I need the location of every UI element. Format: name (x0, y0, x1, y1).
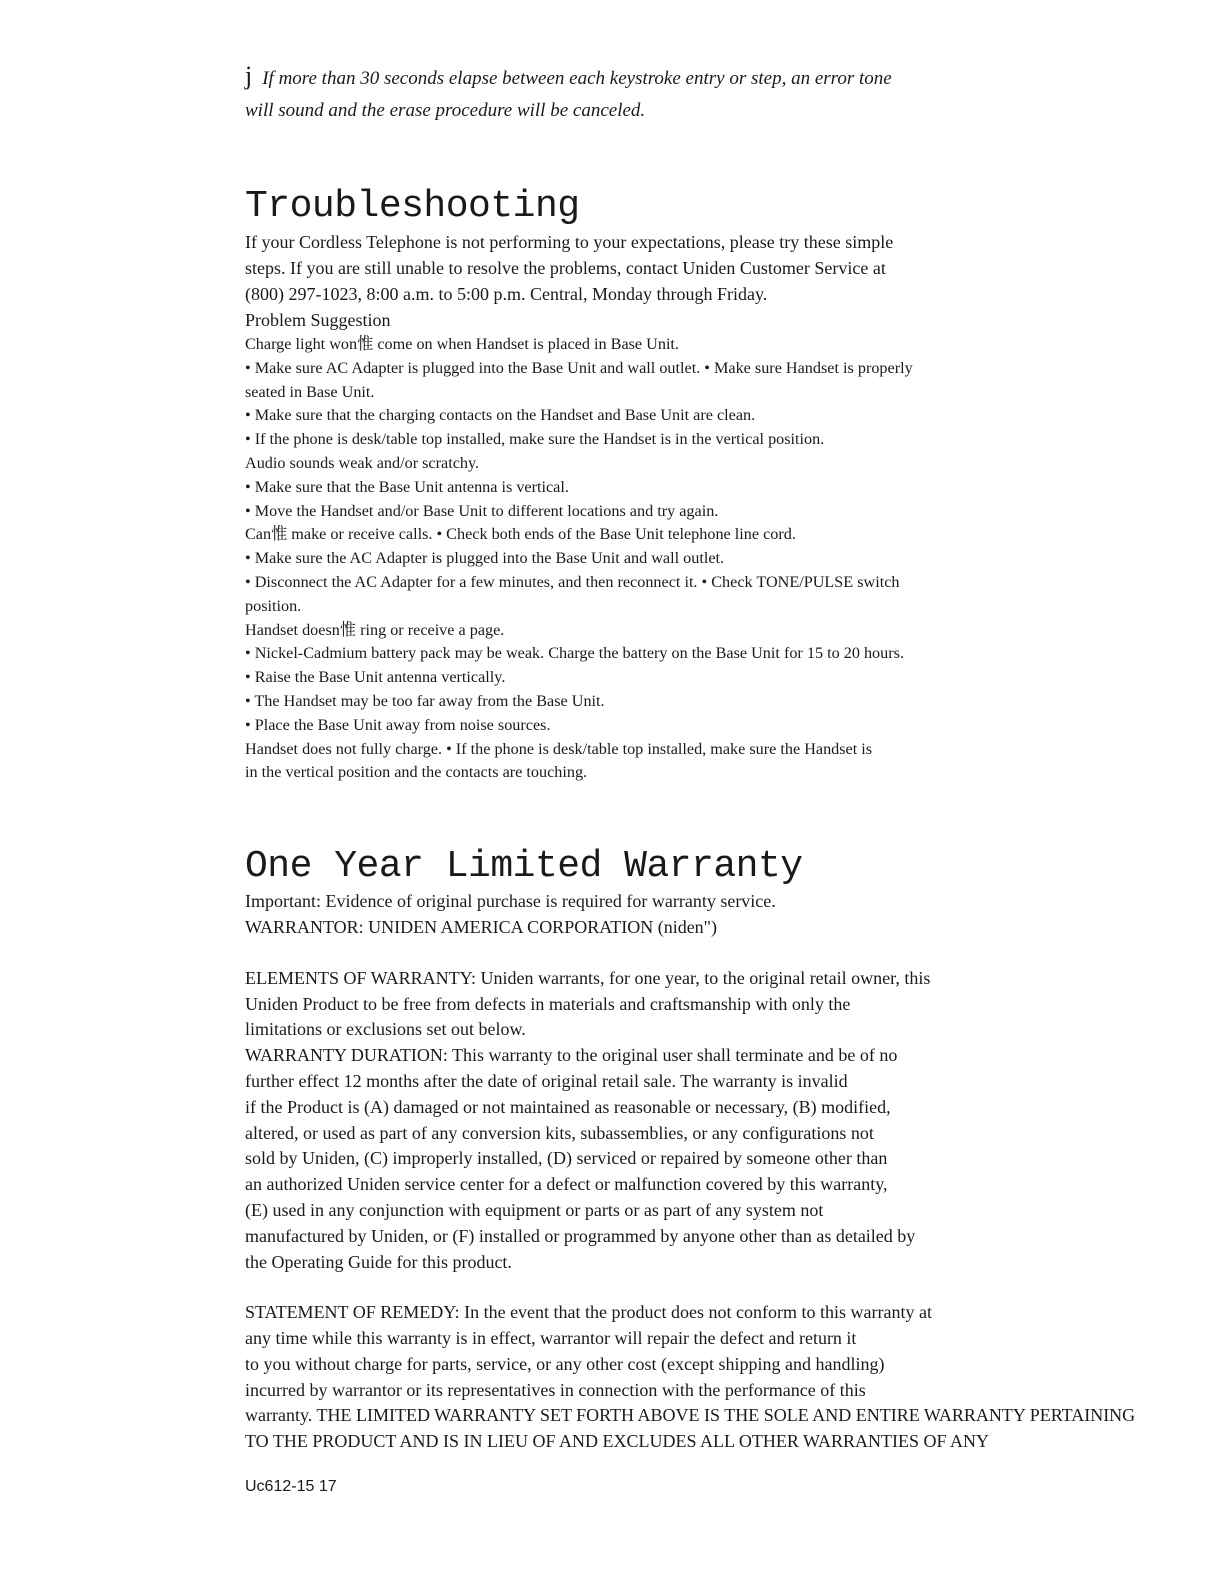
troubleshooting-line: seated in Base Unit. (245, 382, 375, 401)
troubleshooting-line: • Disconnect the AC Adapter for a few minutes, and then reconnect it. • Check TONE/PULSE switch (245, 572, 900, 591)
troubleshooting-line: in the vertical position and the contacts are touching. (245, 763, 588, 782)
remedy-line: any time while this warranty is in effect, warrantor will repair the defect and return it (245, 1328, 857, 1349)
note-line-2: will sound and the erase procedure will be canceled. (245, 100, 646, 121)
troubleshooting-line: • Make sure AC Adapter is plugged into the Base Unit and wall outlet. • Make sure Handset is properly (245, 358, 913, 377)
troubleshooting-line: Handset does not fully charge. • If the phone is desk/table top installed, make sure the Handset is (245, 739, 873, 758)
troubleshooting-line: • Make sure that the Base Unit antenna is vertical. (245, 477, 569, 496)
troubleshooting-list (245, 333, 1145, 785)
erase-timeout-note (245, 60, 1145, 127)
troubleshooting-line: • Nickel-Cadmium battery pack may be weak. Charge the battery on the Base Unit for 15 to 20 hours. (245, 644, 904, 663)
problem-suggestion-header: Problem Suggestion (245, 310, 391, 330)
troubleshooting-line: • Place the Base Unit away from noise sources. (245, 715, 551, 734)
remedy-line: TO THE PRODUCT AND IS IN LIEU OF AND EXCLUDES ALL OTHER WARRANTIES OF ANY (245, 1431, 990, 1452)
warranty-heading: One Year Limited Warranty (245, 845, 803, 889)
warranty-line: sold by Uniden, (C) improperly installed, (D) serviced or repaired by someone other than (245, 1148, 888, 1169)
paragraph-gap (245, 1275, 1145, 1300)
warranty-line: an authorized Uniden service center for a defect or malfunction covered by this warranty, (245, 1174, 888, 1195)
troubleshooting-line: Audio sounds weak and/or scratchy. (245, 453, 480, 472)
troubleshooting-line: • If the phone is desk/table top installed, make sure the Handset is in the vertical position. (245, 430, 825, 449)
page-footer: Uc612-15 17 (245, 1478, 337, 1495)
troubleshooting-line: • The Handset may be too far away from the Base Unit. (245, 691, 605, 710)
warranty-remedy (245, 1300, 1145, 1455)
warranty-line: manufactured by Uniden, or (F) installed or programmed by anyone other than as detailed by (245, 1225, 916, 1246)
warranty-intro-line: Important: Evidence of original purchase is required for warranty service. (245, 891, 776, 912)
warranty-line: the Operating Guide for this product. (245, 1251, 512, 1272)
warranty-line: altered, or used as part of any conversion kits, subassemblies, or any configurations not (245, 1122, 874, 1143)
troubleshooting-line: • Make sure that the charging contacts on the Handset and Base Unit are clean. (245, 406, 756, 425)
troubleshooting-line: • Raise the Base Unit antenna vertically. (245, 668, 506, 687)
warranty-line: further effect 12 months after the date of original retail sale. The warranty is invalid (245, 1070, 848, 1091)
remedy-line: to you without charge for parts, service, or any other cost (except shipping and handling) (245, 1353, 885, 1374)
troubleshooting-line: Charge light won惟 come on when Handset is placed in Base Unit. (245, 335, 679, 353)
troubleshooting-line: Handset doesn惟 ring or receive a page. (245, 620, 505, 639)
note-marker-icon: j (245, 61, 253, 90)
troubleshooting-intro (245, 229, 1145, 333)
troubleshooting-line: position. (245, 596, 302, 615)
warranty-line: WARRANTY DURATION: This warranty to the original user shall terminate and be of no (245, 1045, 898, 1066)
warranty-intro (245, 889, 1145, 941)
troubleshooting-line: • Make sure the AC Adapter is plugged into the Base Unit and wall outlet. (245, 549, 725, 568)
troubleshooting-line: • Move the Handset and/or Base Unit to different locations and try again. (245, 501, 719, 520)
troubleshooting-line: Can惟 make or receive calls. • Check both ends of the Base Unit telephone line cord. (245, 525, 796, 544)
warranty-line: Uniden Product to be free from defects in materials and craftsmanship with only the (245, 993, 851, 1014)
warranty-line: (E) used in any conjunction with equipment or parts or as part of any system not (245, 1199, 824, 1220)
document-page (245, 60, 1145, 1455)
paragraph-gap (245, 941, 1145, 966)
warranty-line: if the Product is (A) damaged or not maintained as reasonable or necessary, (B) modified, (245, 1096, 891, 1117)
intro-line: If your Cordless Telephone is not performing to your expectations, please try these simple (245, 232, 894, 252)
intro-line: steps. If you are still unable to resolve the problems, contact Uniden Customer Service at (245, 258, 886, 278)
intro-line: (800) 297-1023, 8:00 a.m. to 5:00 p.m. Central, Monday through Friday. (245, 284, 768, 304)
troubleshooting-heading: Troubleshooting (245, 185, 580, 228)
warranty-line: ELEMENTS OF WARRANTY: Uniden warrants, for one year, to the original retail owner, this (245, 967, 931, 988)
warrantor-line: WARRANTOR: UNIDEN AMERICA CORPORATION (niden") (245, 916, 718, 937)
warranty-line: limitations or exclusions set out below. (245, 1019, 526, 1040)
remedy-line: STATEMENT OF REMEDY: In the event that the product does not conform to this warranty at (245, 1302, 932, 1323)
remedy-line: warranty. THE LIMITED WARRANTY SET FORTH ABOVE IS THE SOLE AND ENTIRE WARRANTY PERTAINING (245, 1405, 1136, 1426)
note-line-1: If more than 30 seconds elapse between each keystroke entry or step, an error tone (262, 68, 892, 89)
warranty-elements-duration (245, 966, 1145, 1276)
remedy-line: incurred by warrantor or its representatives in connection with the performance of this (245, 1379, 866, 1400)
